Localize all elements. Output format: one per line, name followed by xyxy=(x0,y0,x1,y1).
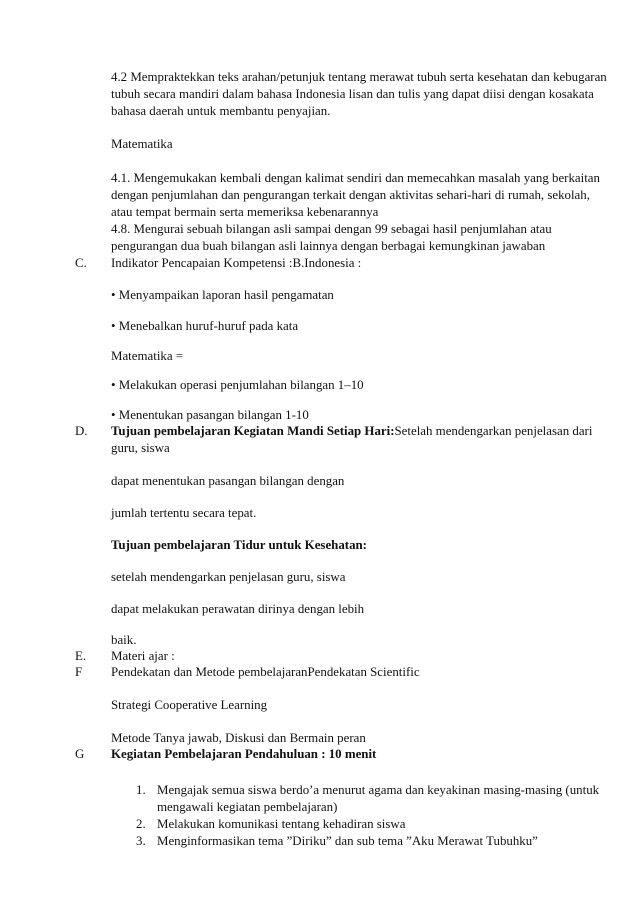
section-d-title xyxy=(111,423,611,457)
section-f-marker: F xyxy=(75,665,83,679)
section-f-line-2: Strategi Cooperative Learning xyxy=(111,698,268,712)
activity-item-2: Melakukan komunikasi tentang kehadiran siswa xyxy=(157,817,406,831)
section-d-line-2: dapat menentukan pasangan bilangan dengan xyxy=(111,474,345,488)
kd-4-1-paragraph: 4.1. Mengemukakan kembali dengan kalimat sendiri dan memecahkan masalah yang berkaitan dengan penjumlahan dan pengurangan terkait dengan aktivitas sehari-hari di rumah, sekolah, atau tempat bermain serta memeriksa kebenarannya xyxy=(111,171,600,219)
section-d-title-bold: Tujuan pembelajaran Kegiatan Mandi Setiap Hari: xyxy=(111,424,395,438)
activity-item-3: Menginformasikan tema ”Diriku” dan sub tema ”Aku Merawat Tubuhku” xyxy=(157,834,538,848)
indicator-bullet-4: • Menentukan pasangan bilangan 1-10 xyxy=(111,408,309,422)
section-c-marker: C. xyxy=(75,256,87,270)
section-d-line-5: dapat melakukan perawatan dirinya dengan lebih xyxy=(111,602,365,616)
kd-4-2-paragraph: 4.2 Mempraktekkan teks arahan/petunjuk tentang merawat tubuh serta kesehatan dan kebugaran tubuh secara mandiri dalam bahasa Indonesia lisan dan tulis yang dapat diisi dengan kosakata bahasa daerah untuk membantu penyajian. xyxy=(111,70,607,118)
activity-number-1: 1. xyxy=(136,783,146,797)
section-g-title: Kegiatan Pembelajaran Pendahuluan : 10 menit xyxy=(111,747,377,761)
activity-item-1: Mengajak semua siswa berdo’a menurut agama dan keyakinan masing-masing (untuk mengawali kegiatan pembelajaran) xyxy=(157,783,600,814)
indicator-bullet-1: • Menyampaikan laporan hasil pengamatan xyxy=(111,288,334,302)
matematika-heading: Matematika xyxy=(111,137,173,151)
section-g-marker: G xyxy=(75,747,85,761)
matematika-indicator-heading: Matematika = xyxy=(111,349,184,363)
section-c-title: Indikator Pencapaian Kompetensi :B.Indonesia : xyxy=(111,256,362,270)
activity-number-2: 2. xyxy=(136,817,146,831)
activity-number-3: 3. xyxy=(136,834,146,848)
section-f-line-3: Metode Tanya jawab, Diskusi dan Bermain peran xyxy=(111,731,366,745)
indicator-bullet-2: • Menebalkan huruf-huruf pada kata xyxy=(111,319,299,333)
section-e-marker: E. xyxy=(75,649,87,663)
section-d-marker: D. xyxy=(75,424,88,438)
indicator-bullet-3: • Melakukan operasi penjumlahan bilangan 1–10 xyxy=(111,378,364,392)
section-d-title-rest: Setelah mendengarkan penjelasan dari guru, siswa xyxy=(111,424,593,455)
section-d-subtitle: Tujuan pembelajaran Tidur untuk Kesehatan: xyxy=(111,538,367,552)
section-e-text: Materi ajar : xyxy=(111,649,175,663)
section-f-text: Pendekatan dan Metode pembelajaranPendekatan Scientific xyxy=(111,665,420,679)
section-d-line-6: baik. xyxy=(111,633,137,647)
kd-4-8-paragraph: 4.8. Mengurai sebuah bilangan asli sampai dengan 99 sebagai hasil penjumlahan atau pengurangan dua buah bilangan asli lainnya dengan berbagai kemungkinan jawaban xyxy=(111,222,552,253)
section-d-line-4: setelah mendengarkan penjelasan guru, siswa xyxy=(111,570,346,584)
section-d-line-3: jumlah tertentu secara tepat. xyxy=(111,506,257,520)
